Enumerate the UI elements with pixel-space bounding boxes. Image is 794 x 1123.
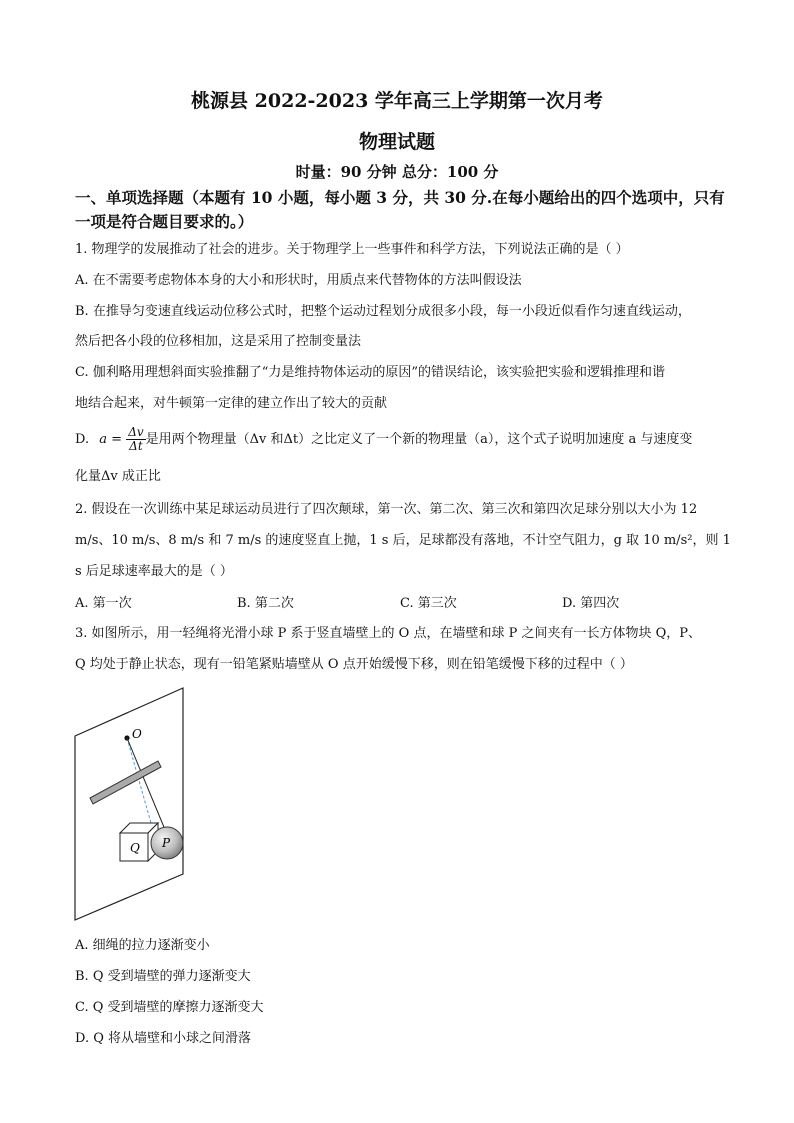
wall xyxy=(75,688,183,920)
label-q: Q xyxy=(130,841,140,855)
q1-option-b-line2: 然后把各小段的位移相加，这是采用了控制变量法 xyxy=(75,334,362,349)
exam-meta: 时量：90 分钟 总分：100 分 xyxy=(295,163,499,181)
pencil xyxy=(90,761,161,804)
q1-d-var: a xyxy=(99,432,107,447)
q1-option-c-line2: 地结合起来，对牛顿第一定律的建立作出了较大的贡献 xyxy=(75,396,388,411)
label-p: P xyxy=(162,836,171,850)
q1-d-rest: 是用两个物理量（Δv 和Δt）之比定义了一个新的物理量（a），这个式子说明加速度 a 与速度变 xyxy=(145,432,693,447)
q1-stem: 1. 物理学的发展推动了社会的进步。关于物理学上一些事件和科学方法，下列说法正确的是（ ） xyxy=(75,242,629,257)
exam-title: 桃源县 2022-2023 学年高三上学期第一次月考 xyxy=(191,90,603,112)
q2-option-c: C. 第三次 xyxy=(400,596,457,611)
q2-option-d: D. 第四次 xyxy=(562,596,620,611)
q1-option-b-line1: B. 在推导匀变速直线运动位移公式时，把整个运动过程划分成很多小段，每一小段近似看作匀速直线运动， xyxy=(75,304,691,319)
q3-line2: Q 均处于静止状态，现有一铅笔紧贴墙壁从 O 点开始缓慢下移，则在铅笔缓慢下移的过程中（ ） xyxy=(75,657,633,672)
q1-option-d-line1 xyxy=(75,425,692,455)
q1-option-a: A. 在不需要考虑物体本身的大小和形状时，用质点来代替物体的方法叫假设法 xyxy=(75,273,522,288)
q1-d-eq: = xyxy=(111,432,123,447)
section-heading: 一、单项选择题（本题有 10 小题，每小题 3 分，共 30 分.在每小题给出的四个选项中，只有一项是符合题目要求的。） xyxy=(75,188,725,231)
acceleration-formula xyxy=(126,426,145,453)
q2-option-a: A. 第一次 xyxy=(75,596,132,611)
q3-line1: 3. 如图所示，用一轻绳将光滑小球 P 系于竖直墙壁上的 O 点，在墙壁和球 P 之间夹有一长方体物块 Q，P、 xyxy=(75,626,702,641)
q2-line1: 2. 假设在一次训练中某足球运动员进行了四次颠球，第一次、第二次、第三次和第四次足球分别以大小为 12 xyxy=(75,502,698,517)
q3-option-b: B. Q 受到墙壁的弹力逐渐变大 xyxy=(75,969,251,984)
formula-numerator: Δv xyxy=(128,425,144,439)
subject-title: 物理试题 xyxy=(358,131,435,153)
formula-denominator: Δt xyxy=(129,439,143,453)
q3-option-c: C. Q 受到墙壁的摩擦力逐渐变大 xyxy=(75,1000,264,1015)
q1-option-d-line2: 化量Δv 成正比 xyxy=(75,469,161,484)
q1-d-prefix: D. xyxy=(75,432,90,447)
label-o: O xyxy=(132,727,142,741)
q1-option-c-line1: C. 伽利略用理想斜面实验推翻了“力是维持物体运动的原因”的错误结论，该实验把实验和逻辑推理和谐 xyxy=(75,365,666,380)
q2-option-b: B. 第二次 xyxy=(237,596,294,611)
q3-option-d: D. Q 将从墙壁和小球之间滑落 xyxy=(75,1031,252,1046)
string xyxy=(127,738,166,832)
wall-ball-figure xyxy=(70,686,200,926)
q3-option-a: A. 细绳的拉力逐渐变小 xyxy=(75,938,210,953)
q2-line3: s 后足球速率最大的是（ ） xyxy=(75,564,233,579)
q2-line2: m/s、10 m/s、8 m/s 和 7 m/s 的速度竖直上抛，1 s 后，足球都没有落地，不计空气阻力，g 取 10 m/s²，则 1 xyxy=(75,533,731,548)
